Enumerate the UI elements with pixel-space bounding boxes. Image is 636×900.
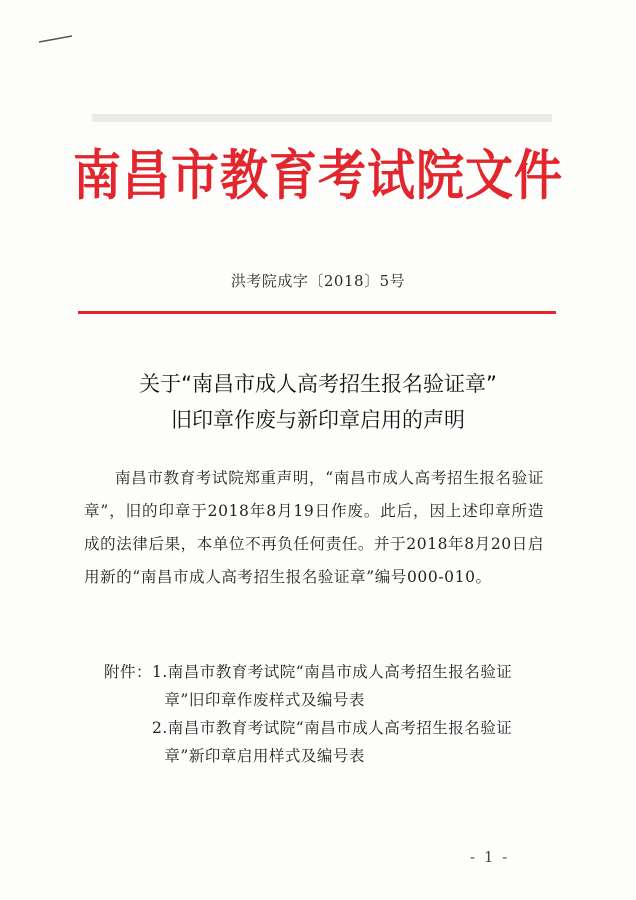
statement-body: 南昌市教育考试院郑重声明，“南昌市成人高考招生报名验证章”，旧的印章于2018年8月19日作废。此后，因上述印章所造成的法律后果，本单位不再负任何责任。并于2018年8月20日启用新的“南昌市成人高考招生报名验证章”编号000-010。 — [84, 469, 544, 586]
document-number: 洪考院成字〔2018〕5号 — [230, 272, 406, 290]
attachments-label: 附件： — [104, 663, 153, 681]
attachment-item: 2.南昌市教育考试院“南昌市成人高考招生报名验证章”新印章启用样式及编号表 — [152, 719, 513, 765]
scan-mark — [38, 34, 74, 44]
document-title-line-2: 旧印章作废与新印章启用的声明 — [171, 408, 465, 432]
attachment-row — [104, 658, 544, 714]
attachment-item: 1.南昌市教育考试院“南昌市成人高考招生报名验证章”旧印章作废样式及编号表 — [152, 663, 513, 709]
document-title-line-1: 关于“南昌市成人高考招生报名验证章” — [139, 372, 497, 396]
document-title — [0, 366, 636, 438]
issuer-header-title: 南昌市教育考试院文件 — [72, 144, 563, 208]
attachments-section — [104, 658, 544, 770]
red-separator-line — [78, 311, 556, 314]
attachment-row — [104, 714, 544, 770]
page-number: - 1 - — [470, 848, 510, 866]
bleed-through-shadow — [92, 108, 552, 128]
